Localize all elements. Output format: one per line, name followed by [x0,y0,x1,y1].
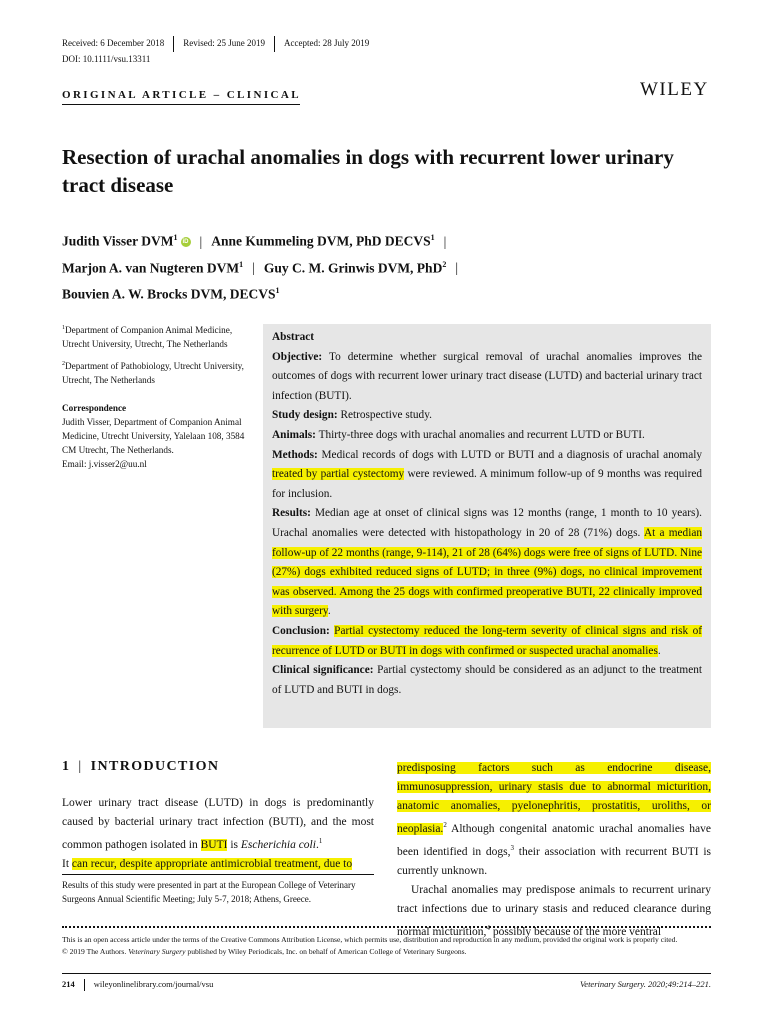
license-notice [62,934,711,958]
journal-citation: Veterinary Surgery. 2020;49:214–221. [580,979,711,989]
divider [62,973,711,974]
abstract-methods [272,446,702,505]
body-column-left [62,794,374,874]
correspondence-heading: Correspondence [62,403,127,414]
abstract-conclusion [272,622,702,661]
doi[interactable]: DOI: 10.1111/vsu.13311 [62,54,151,64]
paragraph [62,794,374,874]
accepted-date: Accepted: 28 July 2019 [283,38,370,49]
body-column-right [397,759,711,941]
section-text: Partial cystectomy should be considered as an adjunct to the treatment of LUTD and BUTI in dogs. [272,664,702,696]
license-text: This is an open access article under the terms of the Creative Commons Attribution License, which permits use, distribution and reproduction in any medium, provided the original work is properly cited. [62,935,678,944]
divider [274,36,275,52]
section-label: Animals: [272,428,316,441]
journal-name: Veterinary Surgery [128,947,186,956]
highlighted-text: Partial cystectomy reduced the long-term severity of clinical signs and risk of recurrence of LUTD or BUTI in dogs with confirmed or suspected urachal anomalies [272,624,702,657]
affiliation-text: Department of Companion Animal Medicine, Utrecht University, Utrecht, The Netherlands [62,325,233,350]
divider [84,979,85,991]
divider [62,104,300,105]
affiliation-1 [62,321,250,351]
section-text: Thirty-three dogs with urachal anomalies and recurrent LUTD or BUTI. [318,428,645,441]
section-text: Median age at onset of clinical signs was 12 months (range, 1 month to 10 years). Urachal anomalies were detected with histopathology in 20 of 28 (71%) dogs. [272,507,702,539]
section-text: . [327,605,331,618]
received-date: Received: 6 December 2018 [62,38,165,49]
section-text: were reviewed. A minimum follow-up of 9 months was required for inclusion. [272,468,702,500]
divider [62,874,374,875]
section-label: Methods: [272,448,318,461]
citation-ref[interactable]: 3 [510,843,515,852]
publisher-logo: WILEY [640,79,709,100]
affiliation-number: 1 [62,325,65,331]
divider: | [78,759,83,774]
correspondence-text [62,415,250,471]
revised-date: Revised: 25 June 2019 [183,38,265,49]
author-name[interactable]: Bouvien A. W. Brocks DVM, DECVS [62,286,276,302]
highlighted-text: can recur, despite appropriate antimicrobial treatment, due to [71,857,353,870]
affiliation-text: Department of Pathobiology, Utrecht University, Utrecht, The Netherlands [62,361,244,386]
author-list [62,226,712,306]
abstract-design [272,406,702,426]
abstract-heading: Abstract [272,331,315,343]
species-name: Escherichia coli [240,838,316,851]
abstract-animals [272,426,702,446]
divider: | [443,233,447,249]
footnote: Results of this study were presented in part at the European College of Veterinary Surgeons Annual Scientific Meeting; July 5-7, 2018; Athens, Greece. [62,880,356,904]
body-text: possibly because of the more ventral [492,925,662,938]
section-heading [62,759,219,775]
abstract-significance [272,661,702,700]
section-text: Retrospective study. [340,409,432,422]
abstract-results [272,504,702,622]
page-number: 214 [62,979,75,989]
copyright-text: © 2019 The Authors. [62,947,127,956]
body-text: It [62,857,70,870]
correspondence-email[interactable]: Email: j.visser2@uu.nl [62,459,147,470]
divider: | [199,233,203,249]
body-text: their association with recurrent BUTI is currently unknown. [397,845,712,877]
body-text: Although congenital anatomic urachal anomalies have been identified in dogs, [397,822,711,858]
section-label: Conclusion: [272,624,330,637]
affiliation-number: 2 [62,361,65,368]
affiliation-ref: 1 [173,233,178,242]
highlighted-text: BUTI [200,838,228,851]
affiliation-2 [62,357,250,387]
affiliation-ref: 1 [239,259,244,269]
divider [62,926,711,928]
affiliation-ref: 1 [275,286,280,295]
affiliation-ref: 2 [442,259,447,269]
affiliation-ref: 1 [430,233,435,242]
article-type: ORIGINAL ARTICLE – CLINICAL [62,89,301,101]
citation-ref[interactable]: 4 [486,923,490,932]
citation-ref[interactable]: 2 [443,821,447,829]
abstract-objective [272,348,702,407]
section-text: To determine whether surgical removal of urachal anomalies improves the outcomes of dogs with recurrent lower urinary tract disease (LUTD) and bacterial urinary tract infection (BUTI). [272,350,702,402]
author-name[interactable]: Anne Kummeling DVM, PhD DECVS [211,233,431,249]
paragraph [397,881,711,942]
paragraph [397,759,711,881]
highlighted-text: treated by partial cystectomy [272,468,405,481]
divider: | [252,260,255,275]
author-name[interactable]: Guy C. M. Grinwis DVM, PhD [263,260,443,275]
body-text: is [230,838,239,851]
body-text: . [315,838,319,851]
correspondence-address: Judith Visser, Department of Companion Animal Medicine, Utrecht University, Yalelaan 108, 3584 CM Utrecht, The Netherlands. [62,417,245,456]
section-label: Results: [272,507,311,520]
section-text: . [657,644,661,657]
body-text: Lower urinary tract disease (LUTD) in dogs is predominantly caused by bacterial urinary tract infection (BUTI), and the most common pathogen isolated in [62,797,374,851]
affiliations [62,321,250,471]
section-label: Objective: [272,350,323,363]
divider: | [455,260,459,275]
article-dates [62,36,369,52]
abstract-text [272,328,702,700]
section-text: Medical records of dogs with LUTD or BUTI and a diagnosis of urachal anomaly [321,448,703,461]
journal-url[interactable]: wileyonlinelibrary.com/journal/vsu [93,979,214,989]
section-number: 1 [62,759,71,774]
page-footer-left [62,979,213,991]
citation-ref[interactable]: 1 [318,837,323,845]
author-name[interactable]: Judith Visser DVM [62,233,174,249]
section-label: Study design: [272,409,338,422]
section-label: Clinical significance: [272,664,374,677]
copyright-text: published by Wiley Periodicals, Inc. on behalf of American College of Veterinary Surgeons. [187,947,467,956]
article-title: Resection of urachal anomalies in dogs with recurrent lower urinary tract disease [62,145,674,197]
section-title: INTRODUCTION [90,759,220,774]
highlighted-text: At a median follow-up of 22 months (range, 9-114), 21 of 28 (64%) dogs were free of signs of LUTD. Nine (27%) dogs exhibited reduced signs of LUTD; in three (9%) dogs, no clinical improvement was observed. Among the 25 dogs with confirmed preoperative BUTI, 22 clinically improved with surgery [272,526,702,618]
copyright-line [62,946,711,958]
divider [173,36,174,52]
author-name[interactable]: Marjon A. van Nugteren DVM [62,260,240,275]
body-text: Urachal anomalies may predispose animals to recurrent urinary tract infections due to urinary stasis and reduced clearance during normal micturition, [397,883,711,938]
orcid-icon[interactable]: iD [182,238,189,245]
highlighted-text: predisposing factors such as endocrine disease, immunosuppression, urinary stasis due to abnormal micturition, anatomic anomalies, pyelonephritis, prostatitis, uroliths, or neoplasia. [397,762,711,835]
abstract-box [263,324,711,728]
